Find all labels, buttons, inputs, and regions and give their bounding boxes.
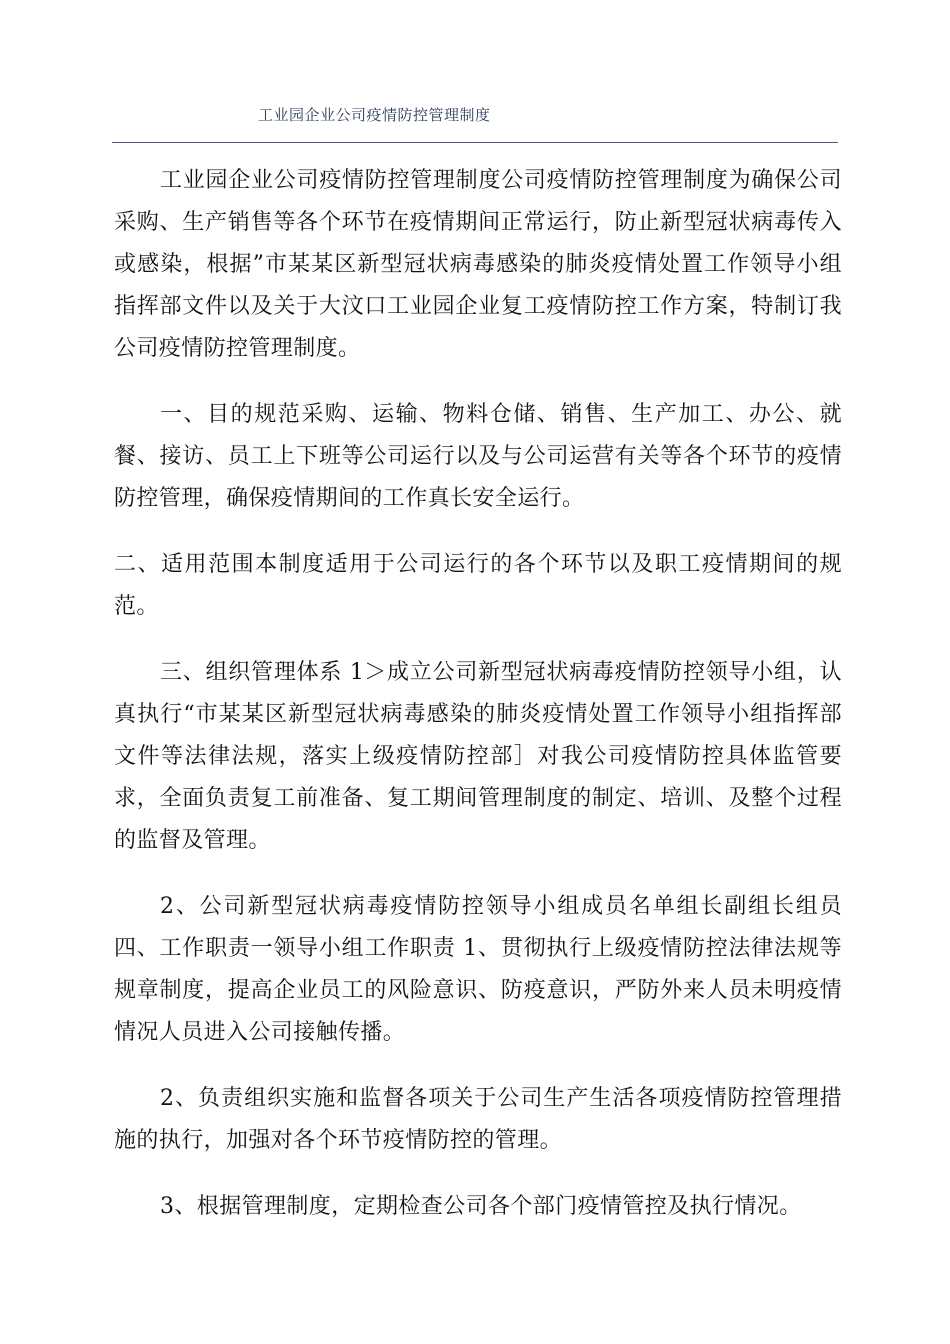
header-divider [112, 142, 838, 143]
paragraph-organization: 三、组织管理体系 1＞成立公司新型冠状病毒疫情防控领导小组，认真执行“市某某区新型冠状病毒感染的肺炎疫情处置工作领导小组指挥部文件等法律法规，落实上级疫情防控部］对我公司疫情防控具体监管要求，全面负责复工前准备、复工期间管理制度的制定、培训、及整个过程的监督及管理。 [114, 660, 842, 853]
paragraph-scope: 二、适用范围本制度适用于公司运行的各个环节以及职工疫情期间的规范。 [114, 552, 842, 619]
paragraph-implementation: 2、负责组织实施和监督各项关于公司生产生活各项疫情防控管理措施的执行，加强对各个环节疫情防控的管理。 [114, 1086, 842, 1153]
paragraph-inspection: 3、根据管理制度，定期检查公司各个部门疫情管控及执行情况。 [160, 1194, 802, 1219]
document-body [114, 160, 842, 1228]
document-header-title: 工业园企业公司疫情防控管理制度 [258, 106, 491, 124]
paragraph-members-duties: 2、公司新型冠状病毒疫情防控领导小组成员名单组长副组长组员四、工作职责一领导小组工作职责 1、贯彻执行上级疫情防控法律法规等规章制度，提高企业员工的风险意识、防疫意识，严防外来人员未明疫情情况人员进入公司接触传播。 [114, 894, 842, 1045]
paragraph-purpose: 一、目的规范采购、运输、物料仓储、销售、生产加工、办公、就餐、接访、员工上下班等公司运行以及与公司运营有关等各个环节的疫情防控管理，确保疫情期间的工作真长安全运行。 [114, 402, 842, 511]
paragraph-intro: 工业园企业公司疫情防控管理制度公司疫情防控管理制度为确保公司采购、生产销售等各个环节在疫情期间正常运行，防止新型冠状病毒传入或感染，根据”市某某区新型冠状病毒感染的肺炎疫情处置工作领导小组指挥部文件以及关于大汶口工业园企业复工疫情防控工作方案，特制订我公司疫情防控管理制度。 [114, 168, 842, 361]
